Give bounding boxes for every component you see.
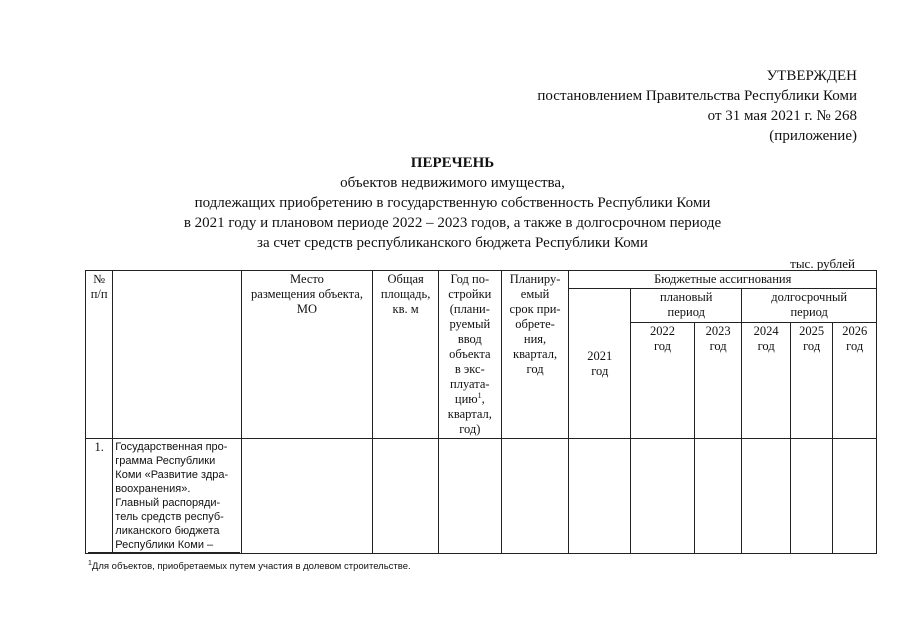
title-line-2: подлежащих приобретению в государственную собственность Республики Коми	[194, 195, 711, 211]
header-num: № п/п	[86, 271, 113, 439]
title-line-4: за счет средств республиканского бюджета Республики Коми	[257, 235, 648, 251]
document-title	[0, 153, 905, 253]
footnote-divider	[88, 552, 240, 553]
approval-line-date: от 31 мая 2021 г. № 268	[707, 108, 857, 124]
approval-line-appendix: (приложение)	[769, 128, 857, 144]
row-build-year	[438, 439, 501, 554]
row-2025	[790, 439, 832, 554]
approval-heading: УТВЕРЖДЕН	[766, 68, 857, 84]
footnote-ref: 1	[477, 390, 482, 400]
row-2022	[631, 439, 695, 554]
header-acquisition-term: Планиру- емый срок при- обрете- ния, квартал, год	[501, 271, 569, 439]
title-line-3: в 2021 году и плановом периоде 2022 – 2023 годов, а также в долгосрочном периоде	[183, 215, 722, 231]
table-row	[86, 439, 877, 554]
row-acquisition-term	[501, 439, 569, 554]
header-budget: Бюджетные ассигнования	[569, 271, 877, 289]
header-planned-period: плановый период	[631, 289, 742, 323]
header-year-2025: 2025 год	[790, 323, 832, 439]
row-name: Государственная про- грамма Республики Коми «Развитие здра- воохранения». Главный распоряди- тель средств респуб- ликанского бюджета Республики Коми –	[113, 439, 241, 554]
footnote-marker: 1	[88, 560, 92, 567]
header-year-2023: 2023 год	[694, 323, 742, 439]
row-2026	[833, 439, 877, 554]
header-location: Место размещения объекта, МО	[241, 271, 372, 439]
header-longterm-period: долгосрочный период	[742, 289, 877, 323]
approval-stamp	[537, 66, 857, 146]
footnote-text: Для объектов, приобретаемых путем участия в долевом строительстве.	[91, 561, 411, 573]
header-year-2022: 2022 год	[631, 323, 695, 439]
header-build-year: Год по- стройки (плани- руемый ввод объекта в экс- плуата- цию$^1$, квартал, год)	[438, 271, 501, 439]
units-label: тыс. рублей	[790, 256, 855, 271]
row-area	[373, 439, 439, 554]
title-main: ПЕРЕЧЕНЬ	[410, 155, 495, 171]
title-line-1: объектов недвижимого имущества,	[340, 175, 565, 191]
row-location	[241, 439, 372, 554]
header-year-2021: 2021 год	[569, 289, 631, 439]
row-2021	[569, 439, 631, 554]
objects-table	[85, 270, 877, 554]
row-2024	[742, 439, 791, 554]
header-area: Общая площадь, кв. м	[373, 271, 439, 439]
row-2023	[694, 439, 742, 554]
header-row-1	[86, 271, 877, 289]
header-year-2024: 2024 год	[742, 323, 791, 439]
header-year-2026: 2026 год	[833, 323, 877, 439]
footnote	[88, 560, 411, 572]
row-num: 1.	[86, 439, 113, 554]
approval-line-decree: постановлением Правительства Республики Коми	[537, 88, 857, 104]
header-name	[113, 271, 241, 439]
